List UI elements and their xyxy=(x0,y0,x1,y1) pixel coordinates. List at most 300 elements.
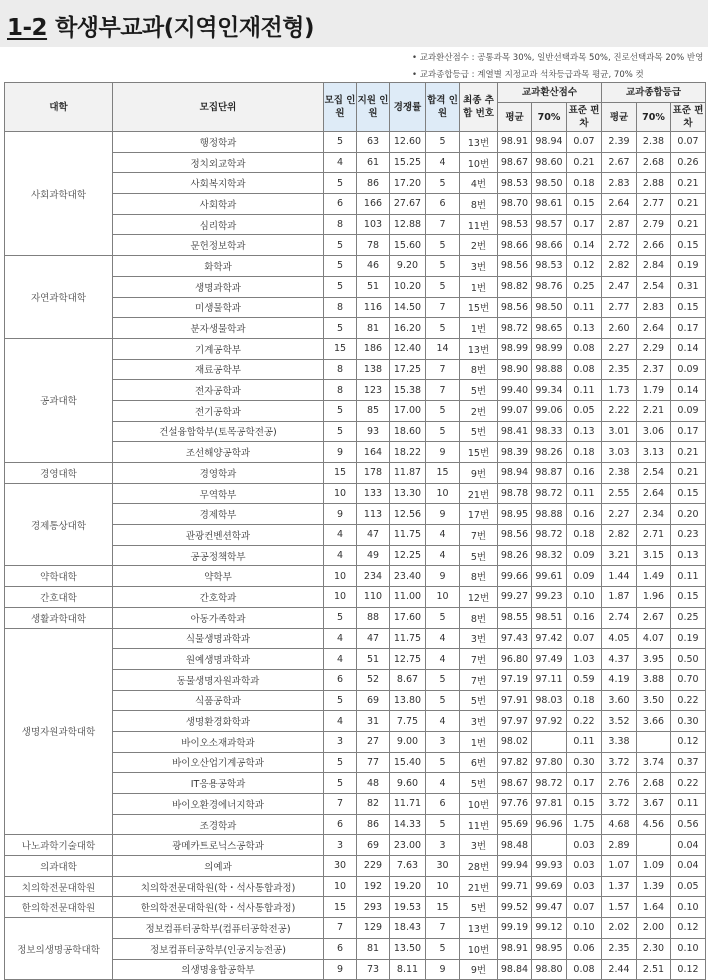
cell-score-sd: 0.17 xyxy=(567,214,602,235)
cell-score-sd: 0.11 xyxy=(567,483,602,504)
cell-grade-avg: 2.67 xyxy=(602,152,637,173)
cell-score-70: 98.60 xyxy=(532,152,567,173)
cell-admitted: 5 xyxy=(426,173,460,194)
cell-score-70: 98.72 xyxy=(532,525,567,546)
cell-grade-sd: 0.15 xyxy=(671,483,706,504)
cell-score-sd: 0.25 xyxy=(567,276,602,297)
cell-score-sd: 0.03 xyxy=(567,835,602,856)
cell-grade-sd: 0.11 xyxy=(671,794,706,815)
cell-grade-70: 2.68 xyxy=(637,773,671,794)
cell-admitted: 4 xyxy=(426,628,460,649)
table-row xyxy=(5,463,706,484)
cell-admitted: 7 xyxy=(426,214,460,235)
cell-grade-avg: 2.55 xyxy=(602,483,637,504)
header-admitted: 합격 인원 xyxy=(426,83,460,132)
cell-applicants: 81 xyxy=(357,318,390,339)
table-row xyxy=(5,132,706,153)
cell-quota: 4 xyxy=(324,152,357,173)
cell-grade-70: 3.88 xyxy=(637,669,671,690)
cell-score-avg: 97.91 xyxy=(498,690,532,711)
cell-score-avg: 98.90 xyxy=(498,359,532,380)
cell-unit: 경영학과 xyxy=(113,463,324,484)
cell-applicants: 51 xyxy=(357,276,390,297)
cell-grade-avg: 2.27 xyxy=(602,338,637,359)
cell-grade-70: 3.15 xyxy=(637,545,671,566)
cell-unit: 치의학전문대학원(학・석사통합과정) xyxy=(113,876,324,897)
cell-score-70: 98.32 xyxy=(532,545,567,566)
cell-quota: 5 xyxy=(324,752,357,773)
cell-applicants: 166 xyxy=(357,194,390,215)
cell-grade-70: 2.37 xyxy=(637,359,671,380)
cell-score-sd: 0.11 xyxy=(567,731,602,752)
cell-grade-avg: 2.60 xyxy=(602,318,637,339)
cell-score-70: 98.53 xyxy=(532,256,567,277)
cell-unit: 재료공학부 xyxy=(113,359,324,380)
cell-grade-70: 2.66 xyxy=(637,235,671,256)
table-row xyxy=(5,338,706,359)
cell-unit: 아동가족학과 xyxy=(113,607,324,628)
cell-applicants: 47 xyxy=(357,525,390,546)
cell-unit: 무역학부 xyxy=(113,483,324,504)
cell-final-wait: 3번 xyxy=(460,835,498,856)
cell-college: 한의학전문대학원 xyxy=(5,897,113,918)
cell-ratio: 10.20 xyxy=(390,276,426,297)
cell-grade-70: 4.56 xyxy=(637,814,671,835)
cell-grade-70: 2.88 xyxy=(637,173,671,194)
cell-grade-avg: 2.27 xyxy=(602,504,637,525)
cell-quota: 7 xyxy=(324,918,357,939)
cell-admitted: 5 xyxy=(426,132,460,153)
cell-final-wait: 9번 xyxy=(460,463,498,484)
table-row xyxy=(5,566,706,587)
cell-score-sd: 0.14 xyxy=(567,235,602,256)
cell-quota: 10 xyxy=(324,587,357,608)
cell-college: 생명자원과학대학 xyxy=(5,628,113,835)
cell-ratio: 14.50 xyxy=(390,297,426,318)
cell-admitted: 5 xyxy=(426,938,460,959)
cell-unit: 식품공학과 xyxy=(113,690,324,711)
cell-score-sd: 0.30 xyxy=(567,752,602,773)
cell-quota: 10 xyxy=(324,566,357,587)
cell-grade-sd: 0.10 xyxy=(671,938,706,959)
cell-applicants: 178 xyxy=(357,463,390,484)
cell-grade-avg: 2.35 xyxy=(602,938,637,959)
cell-score-avg: 99.71 xyxy=(498,876,532,897)
header-final-wait: 최종 추합 번호 xyxy=(460,83,498,132)
cell-admitted: 6 xyxy=(426,194,460,215)
cell-ratio: 19.20 xyxy=(390,876,426,897)
cell-ratio: 11.75 xyxy=(390,628,426,649)
cell-final-wait: 8번 xyxy=(460,194,498,215)
cell-grade-70: 2.30 xyxy=(637,938,671,959)
cell-applicants: 123 xyxy=(357,380,390,401)
cell-applicants: 86 xyxy=(357,173,390,194)
header-grade-70: 70% xyxy=(637,103,671,132)
cell-grade-avg: 2.76 xyxy=(602,773,637,794)
cell-ratio: 14.33 xyxy=(390,814,426,835)
cell-score-sd: 0.18 xyxy=(567,690,602,711)
cell-score-sd: 0.06 xyxy=(567,938,602,959)
cell-college: 치의학전문대학원 xyxy=(5,876,113,897)
cell-grade-70: 1.49 xyxy=(637,566,671,587)
cell-grade-70: 2.84 xyxy=(637,256,671,277)
header-score-70: 70% xyxy=(532,103,567,132)
cell-score-sd: 0.11 xyxy=(567,297,602,318)
cell-score-sd: 0.21 xyxy=(567,152,602,173)
cell-applicants: 63 xyxy=(357,132,390,153)
header-grade-avg: 평균 xyxy=(602,103,637,132)
cell-score-avg: 97.97 xyxy=(498,711,532,732)
cell-quota: 4 xyxy=(324,628,357,649)
cell-ratio: 18.60 xyxy=(390,421,426,442)
cell-final-wait: 8번 xyxy=(460,607,498,628)
cell-score-70: 97.80 xyxy=(532,752,567,773)
cell-grade-70: 3.67 xyxy=(637,794,671,815)
cell-score-sd: 0.18 xyxy=(567,525,602,546)
cell-score-sd: 0.03 xyxy=(567,876,602,897)
cell-score-70: 98.61 xyxy=(532,194,567,215)
cell-grade-avg: 1.73 xyxy=(602,380,637,401)
cell-score-sd: 0.16 xyxy=(567,463,602,484)
cell-score-sd: 0.17 xyxy=(567,773,602,794)
cell-unit: 관광컨벤션학과 xyxy=(113,525,324,546)
cell-applicants: 129 xyxy=(357,918,390,939)
cell-admitted: 5 xyxy=(426,276,460,297)
cell-grade-sd: 0.56 xyxy=(671,814,706,835)
cell-quota: 15 xyxy=(324,338,357,359)
cell-applicants: 78 xyxy=(357,235,390,256)
cell-unit: 기계공학부 xyxy=(113,338,324,359)
cell-grade-avg: 2.82 xyxy=(602,256,637,277)
cell-grade-avg: 3.52 xyxy=(602,711,637,732)
cell-admitted: 30 xyxy=(426,856,460,877)
cell-admitted: 5 xyxy=(426,607,460,628)
cell-college: 의과대학 xyxy=(5,856,113,877)
cell-college: 생활과학대학 xyxy=(5,607,113,628)
cell-ratio: 15.38 xyxy=(390,380,426,401)
cell-ratio: 9.60 xyxy=(390,773,426,794)
cell-admitted: 5 xyxy=(426,690,460,711)
note-grade: • 교과종합등급 : 계열별 지정교과 석차등급과목 평균, 70% 컷 xyxy=(412,70,644,80)
cell-score-sd: 0.07 xyxy=(567,132,602,153)
cell-grade-sd: 0.04 xyxy=(671,835,706,856)
cell-applicants: 61 xyxy=(357,152,390,173)
cell-unit: 바이오산업기계공학과 xyxy=(113,752,324,773)
cell-final-wait: 28번 xyxy=(460,856,498,877)
cell-final-wait: 1번 xyxy=(460,731,498,752)
cell-unit: 조경학과 xyxy=(113,814,324,835)
cell-grade-sd: 0.14 xyxy=(671,380,706,401)
cell-final-wait: 7번 xyxy=(460,669,498,690)
cell-grade-sd: 0.15 xyxy=(671,297,706,318)
cell-applicants: 293 xyxy=(357,897,390,918)
cell-grade-70: 2.67 xyxy=(637,607,671,628)
cell-score-sd: 0.13 xyxy=(567,318,602,339)
cell-grade-sd: 0.05 xyxy=(671,876,706,897)
cell-final-wait: 7번 xyxy=(460,525,498,546)
cell-applicants: 138 xyxy=(357,359,390,380)
cell-grade-70 xyxy=(637,835,671,856)
cell-final-wait: 4번 xyxy=(460,173,498,194)
cell-unit: 분자생물학과 xyxy=(113,318,324,339)
cell-quota: 15 xyxy=(324,897,357,918)
cell-score-sd: 0.10 xyxy=(567,918,602,939)
cell-unit: 심리학과 xyxy=(113,214,324,235)
cell-final-wait: 10번 xyxy=(460,938,498,959)
cell-admitted: 10 xyxy=(426,483,460,504)
cell-college: 정보의생명공학대학 xyxy=(5,918,113,980)
cell-score-70: 97.92 xyxy=(532,711,567,732)
cell-admitted: 3 xyxy=(426,835,460,856)
table-row xyxy=(5,483,706,504)
cell-grade-70: 2.83 xyxy=(637,297,671,318)
cell-grade-sd: 0.21 xyxy=(671,463,706,484)
cell-unit: IT응용공학과 xyxy=(113,773,324,794)
cell-college: 간호대학 xyxy=(5,587,113,608)
cell-grade-70: 2.68 xyxy=(637,152,671,173)
cell-unit: 바이오소재과학과 xyxy=(113,731,324,752)
cell-score-avg: 97.76 xyxy=(498,794,532,815)
cell-grade-avg: 1.37 xyxy=(602,876,637,897)
cell-score-sd: 0.08 xyxy=(567,359,602,380)
cell-quota: 3 xyxy=(324,731,357,752)
cell-ratio: 17.25 xyxy=(390,359,426,380)
cell-grade-avg: 1.07 xyxy=(602,856,637,877)
cell-grade-sd: 0.70 xyxy=(671,669,706,690)
cell-grade-70: 1.09 xyxy=(637,856,671,877)
cell-grade-avg: 4.19 xyxy=(602,669,637,690)
cell-final-wait: 12번 xyxy=(460,587,498,608)
cell-quota: 4 xyxy=(324,711,357,732)
page-title xyxy=(7,9,314,42)
cell-score-avg: 99.52 xyxy=(498,897,532,918)
cell-admitted: 9 xyxy=(426,504,460,525)
cell-grade-sd: 0.30 xyxy=(671,711,706,732)
cell-applicants: 133 xyxy=(357,483,390,504)
cell-grade-sd: 0.21 xyxy=(671,173,706,194)
cell-score-70: 96.96 xyxy=(532,814,567,835)
cell-admitted: 15 xyxy=(426,897,460,918)
cell-score-70: 97.81 xyxy=(532,794,567,815)
cell-quota: 8 xyxy=(324,359,357,380)
cell-grade-70: 2.54 xyxy=(637,463,671,484)
table-row xyxy=(5,587,706,608)
cell-final-wait: 3번 xyxy=(460,256,498,277)
cell-score-avg: 98.53 xyxy=(498,214,532,235)
cell-quota: 5 xyxy=(324,256,357,277)
cell-score-sd: 0.10 xyxy=(567,587,602,608)
cell-admitted: 5 xyxy=(426,400,460,421)
cell-grade-sd: 0.11 xyxy=(671,566,706,587)
cell-quota: 30 xyxy=(324,856,357,877)
cell-grade-70: 1.64 xyxy=(637,897,671,918)
cell-final-wait: 15번 xyxy=(460,442,498,463)
cell-final-wait: 9번 xyxy=(460,959,498,980)
cell-unit: 동물생명자원과학과 xyxy=(113,669,324,690)
cell-score-sd: 0.07 xyxy=(567,628,602,649)
cell-admitted: 5 xyxy=(426,235,460,256)
cell-score-avg: 98.84 xyxy=(498,959,532,980)
header-applicants: 지원 인원 xyxy=(357,83,390,132)
cell-ratio: 17.60 xyxy=(390,607,426,628)
section-number: 1-2 xyxy=(7,15,48,41)
cell-score-70: 98.72 xyxy=(532,483,567,504)
cell-score-avg: 98.82 xyxy=(498,276,532,297)
cell-admitted: 5 xyxy=(426,256,460,277)
cell-quota: 6 xyxy=(324,669,357,690)
header-college: 대학 xyxy=(5,83,113,132)
cell-applicants: 103 xyxy=(357,214,390,235)
table-row xyxy=(5,607,706,628)
cell-grade-avg: 2.47 xyxy=(602,276,637,297)
cell-admitted: 7 xyxy=(426,918,460,939)
cell-applicants: 69 xyxy=(357,835,390,856)
table-row xyxy=(5,256,706,277)
cell-score-sd: 0.07 xyxy=(567,897,602,918)
cell-admitted: 5 xyxy=(426,669,460,690)
cell-grade-sd: 0.23 xyxy=(671,525,706,546)
cell-applicants: 110 xyxy=(357,587,390,608)
cell-score-avg: 98.48 xyxy=(498,835,532,856)
cell-grade-avg: 2.72 xyxy=(602,235,637,256)
cell-unit: 화학과 xyxy=(113,256,324,277)
cell-college: 사회과학대학 xyxy=(5,132,113,256)
cell-score-avg: 98.56 xyxy=(498,256,532,277)
cell-ratio: 18.43 xyxy=(390,918,426,939)
cell-grade-sd: 0.17 xyxy=(671,318,706,339)
cell-score-avg: 98.95 xyxy=(498,504,532,525)
cell-grade-avg: 2.77 xyxy=(602,297,637,318)
cell-unit: 정치외교학과 xyxy=(113,152,324,173)
cell-final-wait: 2번 xyxy=(460,400,498,421)
header-grade-group: 교과종합등급 xyxy=(602,83,706,103)
cell-quota: 5 xyxy=(324,235,357,256)
cell-final-wait: 10번 xyxy=(460,152,498,173)
cell-unit: 약학부 xyxy=(113,566,324,587)
cell-admitted: 7 xyxy=(426,297,460,318)
cell-score-sd: 1.75 xyxy=(567,814,602,835)
table-row xyxy=(5,918,706,939)
cell-score-sd: 0.22 xyxy=(567,711,602,732)
cell-final-wait: 5번 xyxy=(460,690,498,711)
cell-final-wait: 8번 xyxy=(460,359,498,380)
cell-admitted: 4 xyxy=(426,525,460,546)
cell-applicants: 27 xyxy=(357,731,390,752)
cell-quota: 6 xyxy=(324,814,357,835)
cell-admitted: 10 xyxy=(426,587,460,608)
cell-final-wait: 5번 xyxy=(460,380,498,401)
cell-grade-70: 2.29 xyxy=(637,338,671,359)
cell-final-wait: 11번 xyxy=(460,214,498,235)
cell-grade-70: 2.79 xyxy=(637,214,671,235)
cell-score-70: 98.03 xyxy=(532,690,567,711)
header-ratio: 경쟁률 xyxy=(390,83,426,132)
cell-score-70: 98.66 xyxy=(532,235,567,256)
cell-unit: 정보컴퓨터공학부(컴퓨터공학전공) xyxy=(113,918,324,939)
cell-unit: 정보컴퓨터공학부(인공지능전공) xyxy=(113,938,324,959)
cell-admitted: 5 xyxy=(426,318,460,339)
cell-grade-sd: 0.22 xyxy=(671,773,706,794)
cell-score-avg: 98.99 xyxy=(498,338,532,359)
cell-score-avg: 98.94 xyxy=(498,463,532,484)
cell-grade-avg: 2.87 xyxy=(602,214,637,235)
cell-ratio: 11.00 xyxy=(390,587,426,608)
cell-score-avg: 98.53 xyxy=(498,173,532,194)
cell-score-avg: 96.80 xyxy=(498,649,532,670)
cell-admitted: 10 xyxy=(426,876,460,897)
cell-admitted: 6 xyxy=(426,794,460,815)
cell-grade-avg: 1.87 xyxy=(602,587,637,608)
cell-grade-sd: 0.15 xyxy=(671,235,706,256)
cell-grade-sd: 0.19 xyxy=(671,256,706,277)
cell-quota: 6 xyxy=(324,938,357,959)
cell-quota: 9 xyxy=(324,959,357,980)
cell-grade-sd: 0.09 xyxy=(671,359,706,380)
cell-unit: 광메카트로닉스공학과 xyxy=(113,835,324,856)
cell-grade-sd: 0.12 xyxy=(671,918,706,939)
cell-score-70: 98.88 xyxy=(532,504,567,525)
cell-applicants: 81 xyxy=(357,938,390,959)
cell-grade-sd: 0.07 xyxy=(671,132,706,153)
cell-score-sd: 0.15 xyxy=(567,194,602,215)
table-row xyxy=(5,897,706,918)
note-score: • 교과환산점수 : 공통과목 30%, 일반선택과목 50%, 진로선택과목 20% 반영 xyxy=(412,53,704,63)
cell-quota: 3 xyxy=(324,835,357,856)
cell-ratio: 18.22 xyxy=(390,442,426,463)
cell-ratio: 19.53 xyxy=(390,897,426,918)
cell-ratio: 23.40 xyxy=(390,566,426,587)
cell-unit: 미생물학과 xyxy=(113,297,324,318)
cell-applicants: 52 xyxy=(357,669,390,690)
cell-score-sd: 0.08 xyxy=(567,338,602,359)
cell-score-avg: 99.94 xyxy=(498,856,532,877)
cell-admitted: 4 xyxy=(426,152,460,173)
cell-final-wait: 13번 xyxy=(460,132,498,153)
cell-grade-70 xyxy=(637,731,671,752)
table-row xyxy=(5,856,706,877)
cell-score-sd: 0.03 xyxy=(567,856,602,877)
cell-score-70: 98.51 xyxy=(532,607,567,628)
cell-grade-avg: 3.72 xyxy=(602,794,637,815)
cell-final-wait: 5번 xyxy=(460,773,498,794)
title-bar xyxy=(0,0,708,47)
cell-score-avg: 98.67 xyxy=(498,152,532,173)
cell-score-sd: 0.15 xyxy=(567,794,602,815)
cell-applicants: 73 xyxy=(357,959,390,980)
cell-score-avg: 99.66 xyxy=(498,566,532,587)
cell-score-70: 98.99 xyxy=(532,338,567,359)
cell-quota: 5 xyxy=(324,773,357,794)
header-unit: 모집단위 xyxy=(113,83,324,132)
cell-applicants: 47 xyxy=(357,628,390,649)
cell-score-70: 98.57 xyxy=(532,214,567,235)
cell-grade-sd: 0.21 xyxy=(671,442,706,463)
cell-final-wait: 15번 xyxy=(460,297,498,318)
table-row xyxy=(5,835,706,856)
cell-grade-sd: 0.15 xyxy=(671,587,706,608)
cell-ratio: 7.63 xyxy=(390,856,426,877)
cell-unit: 전기공학과 xyxy=(113,400,324,421)
cell-final-wait: 1번 xyxy=(460,318,498,339)
cell-quota: 7 xyxy=(324,794,357,815)
cell-grade-sd: 0.19 xyxy=(671,628,706,649)
cell-grade-avg: 2.89 xyxy=(602,835,637,856)
cell-score-avg: 95.69 xyxy=(498,814,532,835)
cell-ratio: 13.30 xyxy=(390,483,426,504)
cell-ratio: 8.67 xyxy=(390,669,426,690)
cell-applicants: 229 xyxy=(357,856,390,877)
cell-final-wait: 13번 xyxy=(460,918,498,939)
